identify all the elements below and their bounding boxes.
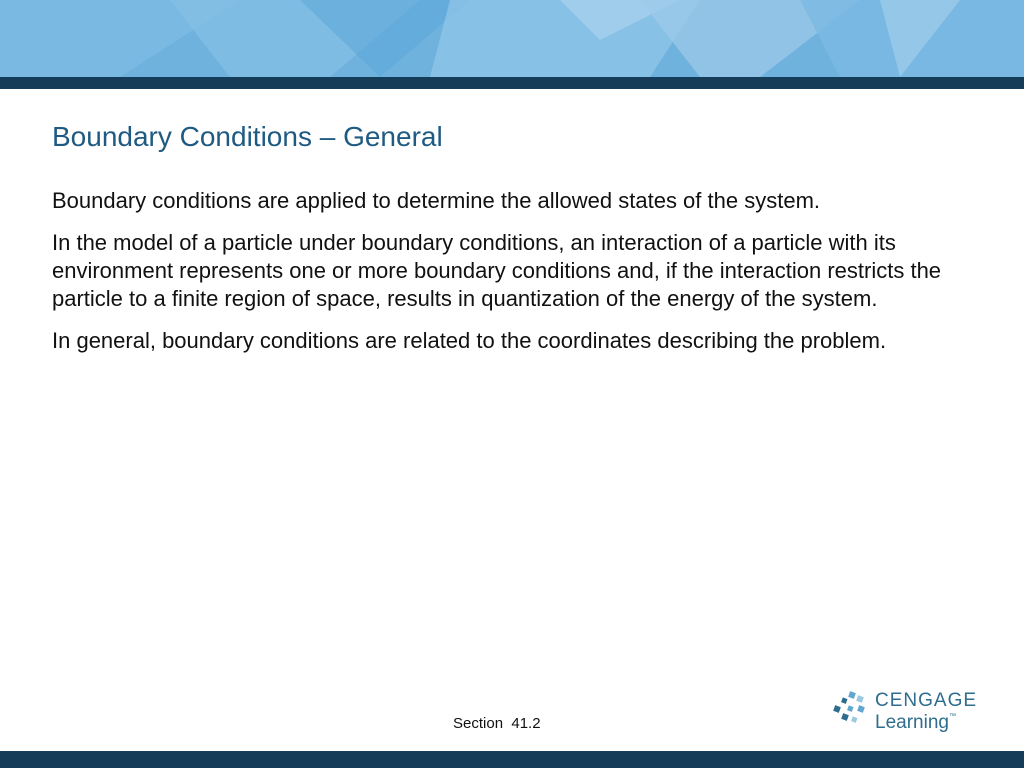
footer-section-label: Section 41.2 [453,715,541,732]
slide-title: Boundary Conditions – General [52,121,443,152]
header-pattern [0,0,1024,77]
cengage-logo [830,688,980,740]
header-rule [0,77,1024,89]
logo-trademark: ™ [948,713,956,720]
cengage-mark-icon [830,690,870,730]
footer-bar [0,751,1024,768]
logo-learning: Learning [875,712,949,733]
slide-body [52,187,972,369]
header-banner [0,0,1024,77]
paragraph-particle-model: In the model of a particle under boundary conditions, an interaction of a particle with its environment represents one or more boundary conditions and, if the interaction restricts the particle to a finite region of space, results in quantization of the energy of the system. [52,230,942,311]
paragraph-coordinates: In general, boundary conditions are related to the coordinates describing the problem. [52,328,887,353]
paragraph-allowed-states: Boundary conditions are applied to determine the allowed states of the system. [52,188,821,213]
logo-brand-text: CENGAGE [875,690,978,711]
logo-sub-text [875,712,956,734]
